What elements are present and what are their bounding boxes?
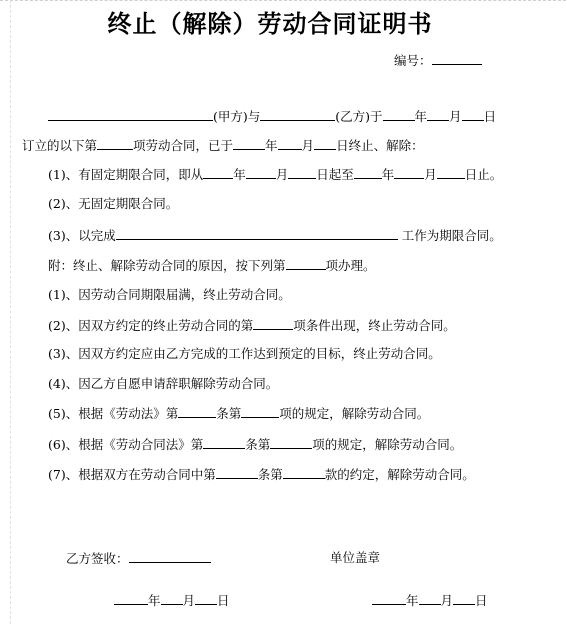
sign-b-line xyxy=(66,550,211,567)
reason2-item-blank[interactable] xyxy=(253,317,293,330)
to-month-blank[interactable] xyxy=(394,166,424,179)
page-edge-left xyxy=(10,0,11,624)
item2-line: (2)、无固定期限合同。 xyxy=(48,196,179,211)
from-month-blank[interactable] xyxy=(246,166,276,179)
year-label: 年 xyxy=(381,167,395,182)
year-label: 年 xyxy=(414,109,428,124)
reason5-line xyxy=(48,405,429,422)
article-label: 条第 xyxy=(257,467,283,482)
number-label: 编号： xyxy=(394,53,432,68)
sign-year-blank[interactable] xyxy=(383,108,415,121)
month-label: 月 xyxy=(301,138,315,153)
parties-line xyxy=(48,108,496,125)
reason5-prefix: (5)、根据《劳动法》第 xyxy=(48,406,179,421)
sign-month-blank[interactable] xyxy=(427,108,449,121)
day-label: 日 xyxy=(483,109,497,124)
reason2-suffix: 项条件出现，终止劳动合同。 xyxy=(293,318,456,333)
month-label: 月 xyxy=(440,593,454,608)
to-day-blank[interactable] xyxy=(437,166,465,179)
b-year-blank[interactable] xyxy=(114,592,148,605)
item3-prefix: (3)、以完成 xyxy=(48,228,116,243)
item1-end: 日止。 xyxy=(464,167,503,182)
reason7-clause-blank[interactable] xyxy=(283,466,325,479)
item1-line xyxy=(48,166,502,183)
item3-suffix: 工作为期限合同。 xyxy=(401,228,502,243)
end-month-blank[interactable] xyxy=(278,137,302,150)
reason7-suffix: 款的约定，解除劳动合同。 xyxy=(324,467,475,482)
unit-day-blank[interactable] xyxy=(453,592,475,605)
reason6-article-blank[interactable] xyxy=(203,436,245,449)
day-label: 日 xyxy=(475,593,488,608)
sign-day-blank[interactable] xyxy=(462,108,484,121)
reason6-item-blank[interactable] xyxy=(270,436,312,449)
reason7-line xyxy=(48,466,475,483)
reason2-line xyxy=(48,317,456,334)
year-label: 年 xyxy=(233,167,246,182)
sign-unit-date-line xyxy=(372,592,488,609)
unit-year-blank[interactable] xyxy=(372,592,406,605)
article-label: 条第 xyxy=(216,406,242,421)
reason7-prefix: (7)、根据双方在劳动合同中第 xyxy=(48,467,216,482)
sign-unit-label: 单位盖章 xyxy=(330,550,381,565)
b-day-blank[interactable] xyxy=(195,592,217,605)
month-label: 月 xyxy=(449,109,462,124)
signed-end: 日终止、解除： xyxy=(336,138,424,153)
reason6-prefix: (6)、根据《劳动合同法》第 xyxy=(48,437,204,452)
end-day-blank[interactable] xyxy=(314,137,336,150)
signed-prefix: 订立的以下第 xyxy=(22,138,98,153)
appendix-prefix: 附：终止、解除劳动合同的原因，按下列第 xyxy=(48,258,286,273)
month-label: 月 xyxy=(424,167,437,182)
item1-prefix: (1)、有固定期限合同，即从 xyxy=(48,167,204,182)
day-label: 日 xyxy=(217,593,230,608)
year-label: 年 xyxy=(148,593,161,608)
sign-b-blank[interactable] xyxy=(129,550,211,563)
sign-b-label: 乙方签收： xyxy=(66,551,129,566)
end-year-blank[interactable] xyxy=(233,137,265,150)
from-day-blank[interactable] xyxy=(288,166,316,179)
number-line xyxy=(394,52,482,69)
reason4-line: (4)、因乙方自愿申请辞职解除劳动合同。 xyxy=(48,376,279,391)
article-label: 条第 xyxy=(245,437,271,452)
reason3-line: (3)、因双方约定应由乙方完成的工作达到预定的目标，终止劳动合同。 xyxy=(48,346,441,361)
item1-from: 日起至 xyxy=(316,167,354,182)
signed-line xyxy=(22,137,424,154)
reason5-item-blank[interactable] xyxy=(241,405,279,418)
sign-b-date-line xyxy=(114,592,230,609)
party-b-label: (乙方)于 xyxy=(335,109,383,124)
reason6-suffix: 项的规定，解除劳动合同。 xyxy=(312,437,463,452)
month-label: 月 xyxy=(275,167,289,182)
reason2-prefix: (2)、因双方约定的终止劳动合同的第 xyxy=(48,318,254,333)
appendix-line xyxy=(48,257,376,274)
month-label: 月 xyxy=(182,593,196,608)
appendix-suffix: 项办理。 xyxy=(325,258,376,273)
b-month-blank[interactable] xyxy=(161,592,183,605)
year-label: 年 xyxy=(265,138,278,153)
reason5-article-blank[interactable] xyxy=(178,405,216,418)
to-year-blank[interactable] xyxy=(354,166,382,179)
reason7-article-blank[interactable] xyxy=(216,466,258,479)
reason6-line xyxy=(48,436,462,453)
party-b-blank[interactable] xyxy=(260,108,335,121)
contract-item-blank[interactable] xyxy=(97,137,133,150)
from-year-blank[interactable] xyxy=(203,166,233,179)
year-label: 年 xyxy=(406,593,419,608)
document-title: 终止（解除）劳动合同证明书 xyxy=(107,10,433,38)
work-blank[interactable] xyxy=(116,227,398,240)
page-edge-top xyxy=(0,0,566,1)
signed-mid: 项劳动合同，已于 xyxy=(133,138,234,153)
item3-line xyxy=(48,227,502,244)
party-a-label: (甲方)与 xyxy=(213,109,261,124)
reason5-suffix: 项的规定，解除劳动合同。 xyxy=(279,406,430,421)
reason1-line: (1)、因劳动合同期限届满，终止劳动合同。 xyxy=(48,287,291,302)
appendix-item-blank[interactable] xyxy=(286,257,326,270)
number-blank[interactable] xyxy=(432,52,482,65)
unit-month-blank[interactable] xyxy=(419,592,441,605)
party-a-blank[interactable] xyxy=(48,108,213,121)
